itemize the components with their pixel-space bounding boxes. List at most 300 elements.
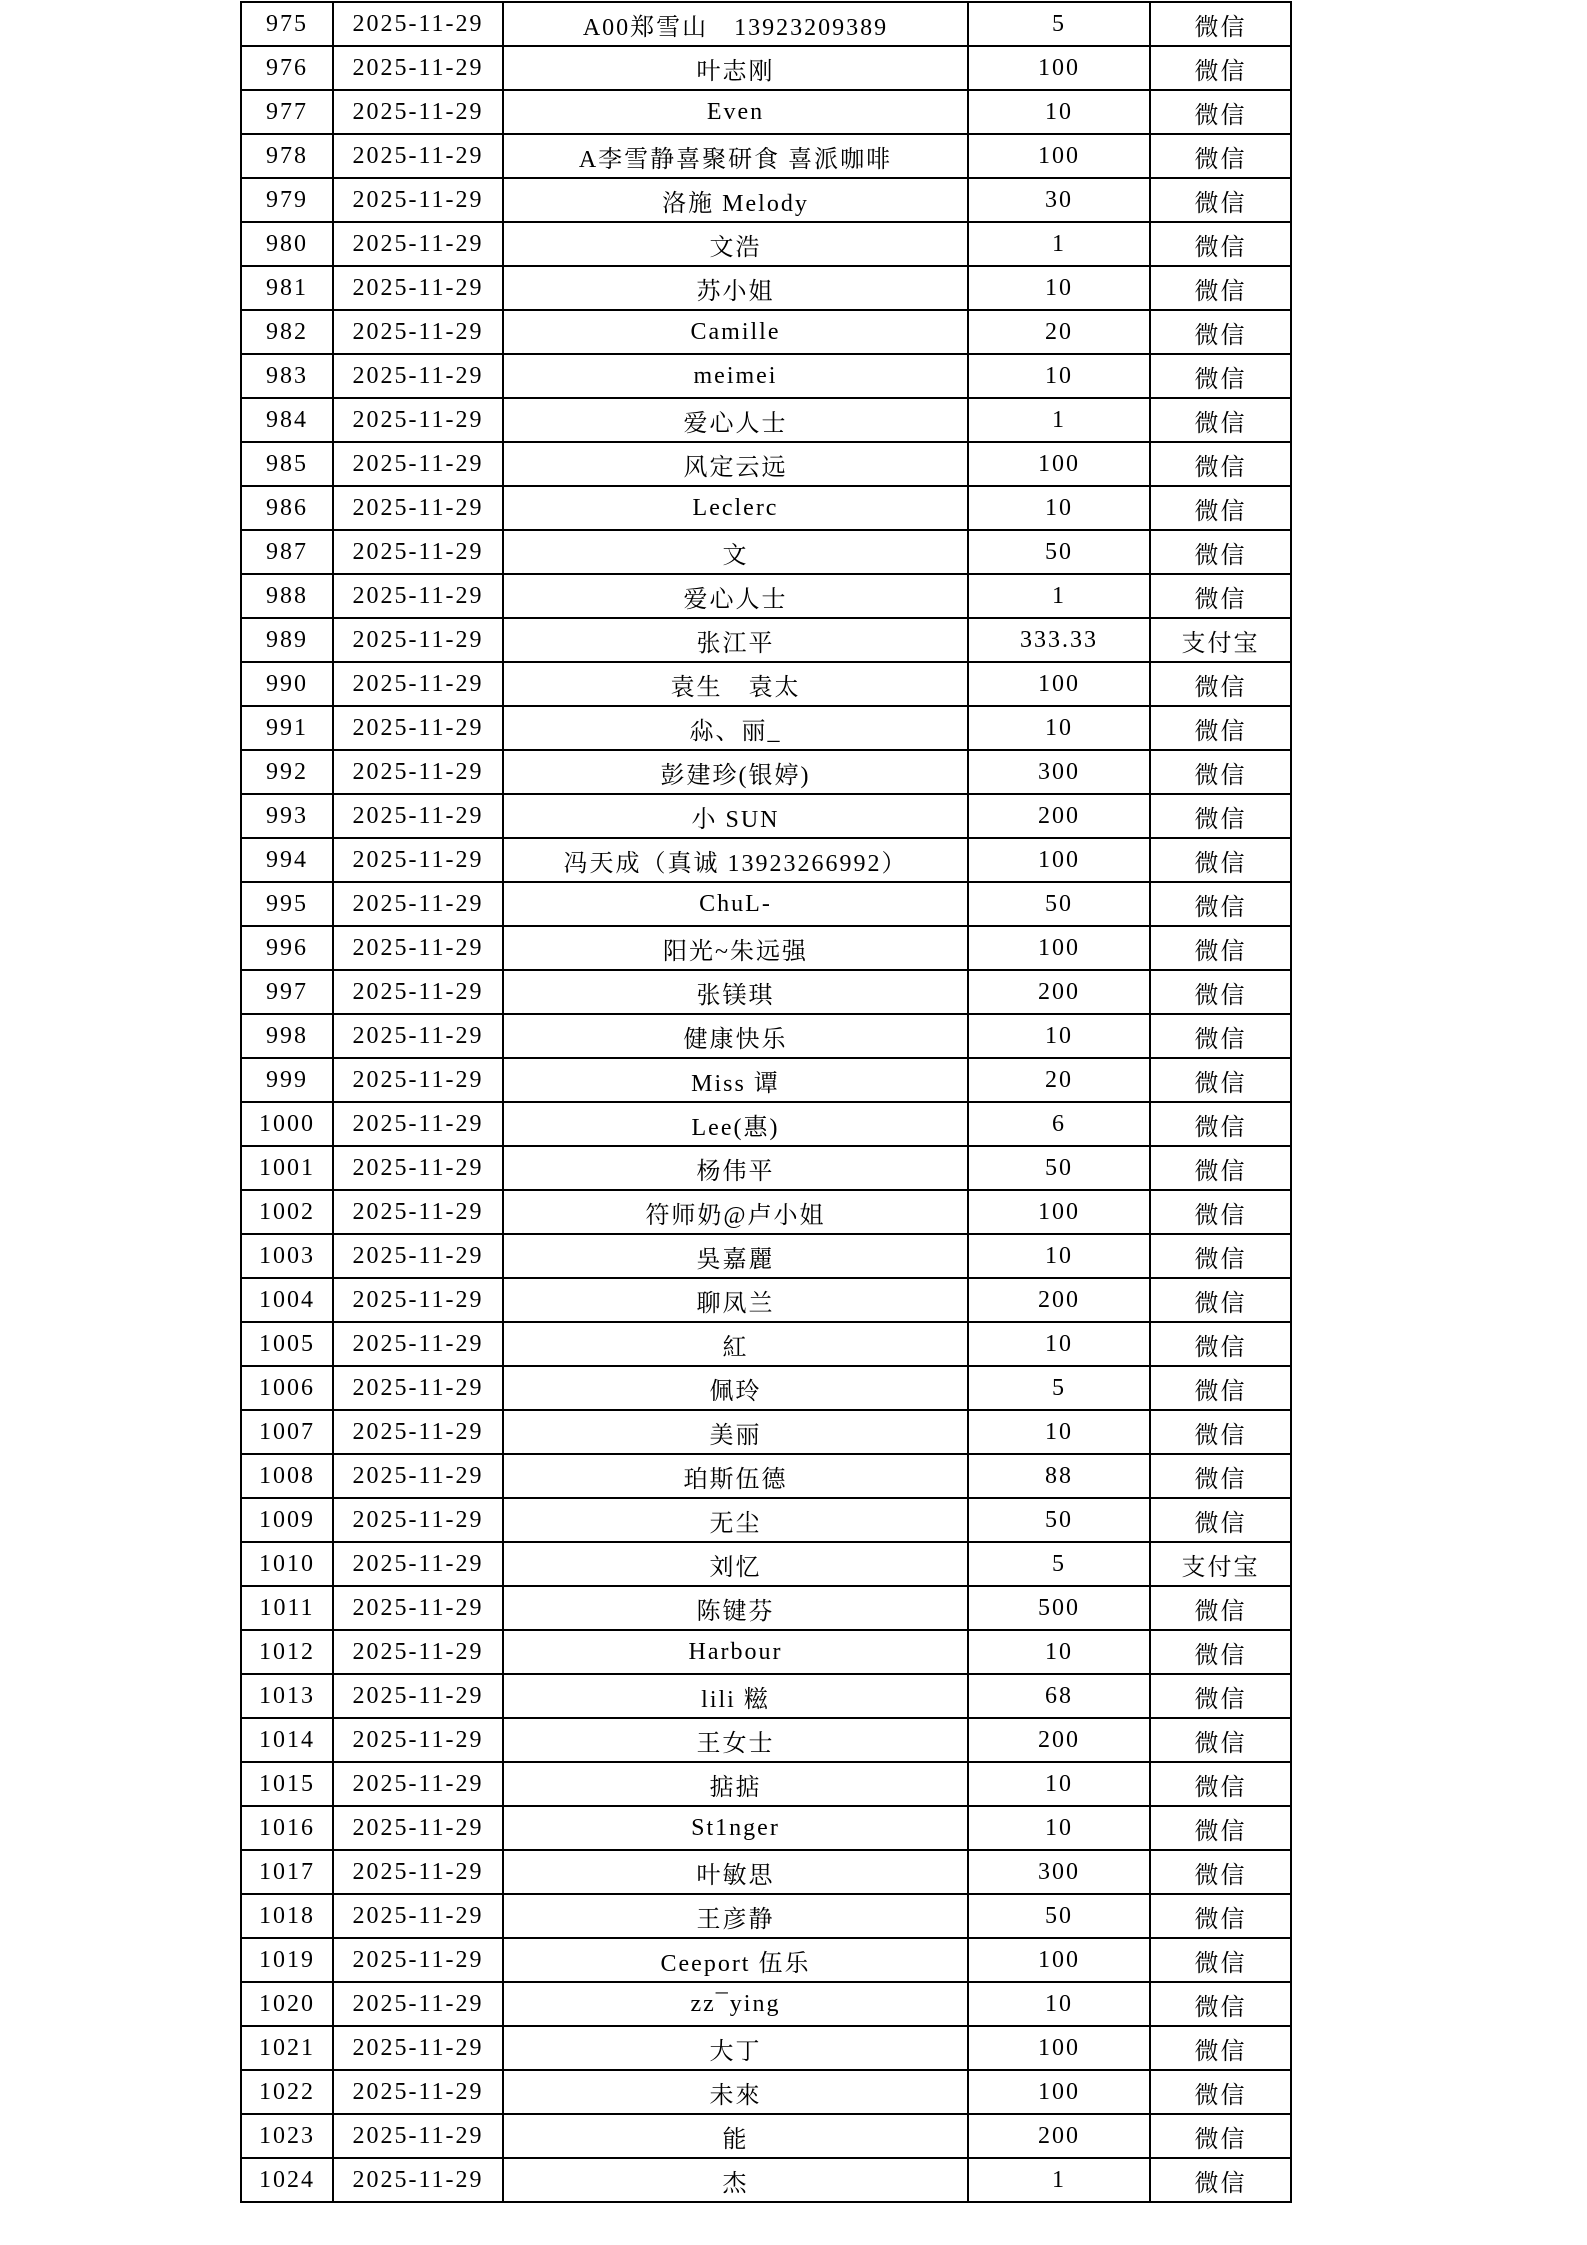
donor-name: 张镁琪 <box>503 970 968 1014</box>
donation-date: 2025-11-29 <box>333 1630 503 1674</box>
donor-name: Ceeport 伍乐 <box>503 1938 968 1982</box>
donation-date: 2025-11-29 <box>333 2070 503 2114</box>
table-row <box>241 134 1291 178</box>
donor-name: A00郑雪山 13923209389 <box>503 2 968 46</box>
table-row <box>241 1982 1291 2026</box>
payment-method: 微信 <box>1150 1190 1291 1234</box>
donation-date: 2025-11-29 <box>333 2026 503 2070</box>
table-row <box>241 1894 1291 1938</box>
table-row <box>241 354 1291 398</box>
donation-amount: 10 <box>968 1234 1150 1278</box>
payment-method: 微信 <box>1150 1454 1291 1498</box>
table-row <box>241 750 1291 794</box>
donation-date: 2025-11-29 <box>333 1058 503 1102</box>
donation-amount: 5 <box>968 2 1150 46</box>
payment-method: 微信 <box>1150 1102 1291 1146</box>
donation-date: 2025-11-29 <box>333 530 503 574</box>
row-number: 975 <box>241 2 333 46</box>
row-number: 1018 <box>241 1894 333 1938</box>
table-row <box>241 1542 1291 1586</box>
row-number: 1008 <box>241 1454 333 1498</box>
donation-amount: 1 <box>968 2158 1150 2202</box>
donor-name: 能 <box>503 2114 968 2158</box>
donation-amount: 50 <box>968 882 1150 926</box>
donation-amount: 10 <box>968 486 1150 530</box>
donation-date: 2025-11-29 <box>333 794 503 838</box>
table-row <box>241 706 1291 750</box>
donor-name: 未來 <box>503 2070 968 2114</box>
donation-date: 2025-11-29 <box>333 1718 503 1762</box>
donor-name: 阳光~朱远强 <box>503 926 968 970</box>
donor-name: Lee(惠) <box>503 1102 968 1146</box>
donation-date: 2025-11-29 <box>333 1542 503 1586</box>
row-number: 1004 <box>241 1278 333 1322</box>
row-number: 978 <box>241 134 333 178</box>
donation-date: 2025-11-29 <box>333 1102 503 1146</box>
table-row <box>241 662 1291 706</box>
donation-date: 2025-11-29 <box>333 442 503 486</box>
payment-method: 微信 <box>1150 1982 1291 2026</box>
donor-name: 爱心人士 <box>503 398 968 442</box>
payment-method: 微信 <box>1150 1938 1291 1982</box>
table-row <box>241 794 1291 838</box>
donation-date: 2025-11-29 <box>333 970 503 1014</box>
table-row <box>241 1806 1291 1850</box>
table-row <box>241 1278 1291 1322</box>
row-number: 1009 <box>241 1498 333 1542</box>
payment-method: 微信 <box>1150 134 1291 178</box>
payment-method: 微信 <box>1150 2158 1291 2202</box>
donor-name: Harbour <box>503 1630 968 1674</box>
donation-date: 2025-11-29 <box>333 2 503 46</box>
donation-date: 2025-11-29 <box>333 134 503 178</box>
donor-name: 文 <box>503 530 968 574</box>
donation-amount: 88 <box>968 1454 1150 1498</box>
donor-name: 美丽 <box>503 1410 968 1454</box>
donation-amount: 100 <box>968 46 1150 90</box>
donor-name: 吳嘉麗 <box>503 1234 968 1278</box>
row-number: 1021 <box>241 2026 333 2070</box>
donation-amount: 100 <box>968 2070 1150 2114</box>
payment-method: 微信 <box>1150 2070 1291 2114</box>
donation-amount: 68 <box>968 1674 1150 1718</box>
row-number: 1005 <box>241 1322 333 1366</box>
table-row <box>241 90 1291 134</box>
donor-name: 大丁 <box>503 2026 968 2070</box>
donor-name: 聊凤兰 <box>503 1278 968 1322</box>
donor-name: 苏小姐 <box>503 266 968 310</box>
payment-method: 微信 <box>1150 1014 1291 1058</box>
donation-table <box>240 1 1292 2203</box>
table-row <box>241 398 1291 442</box>
donation-date: 2025-11-29 <box>333 1146 503 1190</box>
payment-method: 微信 <box>1150 1366 1291 1410</box>
donation-amount: 6 <box>968 1102 1150 1146</box>
donor-name: ChuL- <box>503 882 968 926</box>
donation-amount: 100 <box>968 2026 1150 2070</box>
donation-date: 2025-11-29 <box>333 1278 503 1322</box>
payment-method: 微信 <box>1150 662 1291 706</box>
row-number: 1001 <box>241 1146 333 1190</box>
table-row <box>241 1630 1291 1674</box>
donation-amount: 100 <box>968 1938 1150 1982</box>
payment-method: 微信 <box>1150 530 1291 574</box>
payment-method: 支付宝 <box>1150 1542 1291 1586</box>
table-row <box>241 2070 1291 2114</box>
donation-amount: 100 <box>968 926 1150 970</box>
donation-date: 2025-11-29 <box>333 46 503 90</box>
row-number: 1003 <box>241 1234 333 1278</box>
donation-amount: 100 <box>968 838 1150 882</box>
table-row <box>241 1718 1291 1762</box>
payment-method: 微信 <box>1150 266 1291 310</box>
donation-date: 2025-11-29 <box>333 1498 503 1542</box>
donation-amount: 100 <box>968 1190 1150 1234</box>
payment-method: 微信 <box>1150 46 1291 90</box>
payment-method: 微信 <box>1150 2114 1291 2158</box>
donation-amount: 333.33 <box>968 618 1150 662</box>
row-number: 989 <box>241 618 333 662</box>
table-row <box>241 530 1291 574</box>
donation-date: 2025-11-29 <box>333 1014 503 1058</box>
row-number: 976 <box>241 46 333 90</box>
donor-name: 尛、丽_ <box>503 706 968 750</box>
row-number: 986 <box>241 486 333 530</box>
donor-name: 冯天成（真诚 13923266992） <box>503 838 968 882</box>
row-number: 980 <box>241 222 333 266</box>
donation-amount: 1 <box>968 222 1150 266</box>
donor-name: 无尘 <box>503 1498 968 1542</box>
donor-name: 爱心人士 <box>503 574 968 618</box>
payment-method: 微信 <box>1150 222 1291 266</box>
donation-date: 2025-11-29 <box>333 1806 503 1850</box>
row-number: 981 <box>241 266 333 310</box>
donor-name: 健康快乐 <box>503 1014 968 1058</box>
row-number: 984 <box>241 398 333 442</box>
donor-name: 佩玲 <box>503 1366 968 1410</box>
table-row <box>241 1762 1291 1806</box>
donor-name: zz¯ying <box>503 1982 968 2026</box>
donation-amount: 1 <box>968 574 1150 618</box>
donation-date: 2025-11-29 <box>333 1850 503 1894</box>
row-number: 1013 <box>241 1674 333 1718</box>
donor-name: 洛施 Melody <box>503 178 968 222</box>
donor-name: 刘忆 <box>503 1542 968 1586</box>
donation-amount: 5 <box>968 1542 1150 1586</box>
row-number: 1024 <box>241 2158 333 2202</box>
row-number: 998 <box>241 1014 333 1058</box>
donation-date: 2025-11-29 <box>333 838 503 882</box>
table-row <box>241 1322 1291 1366</box>
row-number: 1017 <box>241 1850 333 1894</box>
row-number: 985 <box>241 442 333 486</box>
payment-method: 微信 <box>1150 1498 1291 1542</box>
payment-method: 微信 <box>1150 1586 1291 1630</box>
donation-amount: 200 <box>968 2114 1150 2158</box>
payment-method: 微信 <box>1150 354 1291 398</box>
payment-method: 微信 <box>1150 706 1291 750</box>
row-number: 1019 <box>241 1938 333 1982</box>
donation-amount: 10 <box>968 1806 1150 1850</box>
payment-method: 微信 <box>1150 882 1291 926</box>
row-number: 983 <box>241 354 333 398</box>
donation-amount: 5 <box>968 1366 1150 1410</box>
table-row <box>241 1014 1291 1058</box>
payment-method: 微信 <box>1150 1630 1291 1674</box>
donation-date: 2025-11-29 <box>333 1410 503 1454</box>
row-number: 1022 <box>241 2070 333 2114</box>
donation-date: 2025-11-29 <box>333 882 503 926</box>
payment-method: 微信 <box>1150 2 1291 46</box>
table-row <box>241 2114 1291 2158</box>
table-row <box>241 838 1291 882</box>
donor-name: 小 SUN <box>503 794 968 838</box>
payment-method: 微信 <box>1150 2026 1291 2070</box>
table-row <box>241 926 1291 970</box>
row-number: 988 <box>241 574 333 618</box>
donor-name: St1nger <box>503 1806 968 1850</box>
donation-amount: 10 <box>968 1762 1150 1806</box>
row-number: 1011 <box>241 1586 333 1630</box>
donation-amount: 1 <box>968 398 1150 442</box>
payment-method: 微信 <box>1150 90 1291 134</box>
donation-amount: 20 <box>968 1058 1150 1102</box>
donation-amount: 50 <box>968 1894 1150 1938</box>
donation-amount: 10 <box>968 1014 1150 1058</box>
table-row <box>241 1938 1291 1982</box>
donor-name: 王彦静 <box>503 1894 968 1938</box>
payment-method: 微信 <box>1150 398 1291 442</box>
table-row <box>241 618 1291 662</box>
donation-amount: 50 <box>968 1498 1150 1542</box>
donation-amount: 10 <box>968 266 1150 310</box>
donation-date: 2025-11-29 <box>333 2158 503 2202</box>
table-row <box>241 266 1291 310</box>
payment-method: 微信 <box>1150 750 1291 794</box>
payment-method: 微信 <box>1150 1322 1291 1366</box>
payment-method: 微信 <box>1150 1058 1291 1102</box>
donor-name: 彭建珍(银婷) <box>503 750 968 794</box>
donor-name: lili 糍 <box>503 1674 968 1718</box>
donation-date: 2025-11-29 <box>333 486 503 530</box>
payment-method: 微信 <box>1150 1850 1291 1894</box>
donation-date: 2025-11-29 <box>333 574 503 618</box>
donation-amount: 200 <box>968 970 1150 1014</box>
donation-amount: 10 <box>968 1322 1150 1366</box>
row-number: 1014 <box>241 1718 333 1762</box>
donor-name: 掂掂 <box>503 1762 968 1806</box>
donation-date: 2025-11-29 <box>333 926 503 970</box>
donation-date: 2025-11-29 <box>333 1190 503 1234</box>
donation-date: 2025-11-29 <box>333 266 503 310</box>
donor-name: Camille <box>503 310 968 354</box>
donor-name: 杰 <box>503 2158 968 2202</box>
row-number: 995 <box>241 882 333 926</box>
row-number: 996 <box>241 926 333 970</box>
row-number: 999 <box>241 1058 333 1102</box>
table-row <box>241 2026 1291 2070</box>
donation-amount: 50 <box>968 1146 1150 1190</box>
table-row <box>241 222 1291 266</box>
row-number: 992 <box>241 750 333 794</box>
donation-amount: 200 <box>968 1278 1150 1322</box>
table-row <box>241 1498 1291 1542</box>
donation-date: 2025-11-29 <box>333 662 503 706</box>
donation-date: 2025-11-29 <box>333 618 503 662</box>
table-row <box>241 310 1291 354</box>
donation-amount: 200 <box>968 794 1150 838</box>
row-number: 993 <box>241 794 333 838</box>
donation-amount: 100 <box>968 442 1150 486</box>
donation-amount: 300 <box>968 750 1150 794</box>
donor-name: 珀斯伍德 <box>503 1454 968 1498</box>
donor-name: A李雪静喜聚研食 喜派咖啡 <box>503 134 968 178</box>
row-number: 994 <box>241 838 333 882</box>
donor-name: 袁生 袁太 <box>503 662 968 706</box>
donation-amount: 10 <box>968 1982 1150 2026</box>
table-row <box>241 1674 1291 1718</box>
donation-amount: 50 <box>968 530 1150 574</box>
donor-name: Miss 谭 <box>503 1058 968 1102</box>
payment-method: 微信 <box>1150 970 1291 1014</box>
donation-date: 2025-11-29 <box>333 310 503 354</box>
donation-date: 2025-11-29 <box>333 1938 503 1982</box>
donation-date: 2025-11-29 <box>333 222 503 266</box>
table-row <box>241 1146 1291 1190</box>
donor-name: 符师奶@卢小姐 <box>503 1190 968 1234</box>
payment-method: 微信 <box>1150 1894 1291 1938</box>
payment-method: 微信 <box>1150 926 1291 970</box>
table-row <box>241 1234 1291 1278</box>
donation-amount: 100 <box>968 134 1150 178</box>
donation-date: 2025-11-29 <box>333 1762 503 1806</box>
row-number: 997 <box>241 970 333 1014</box>
table-row <box>241 1190 1291 1234</box>
payment-method: 微信 <box>1150 310 1291 354</box>
donation-date: 2025-11-29 <box>333 398 503 442</box>
payment-method: 微信 <box>1150 486 1291 530</box>
table-row <box>241 1454 1291 1498</box>
donation-date: 2025-11-29 <box>333 1894 503 1938</box>
donor-name: 叶敏思 <box>503 1850 968 1894</box>
donation-date: 2025-11-29 <box>333 178 503 222</box>
row-number: 979 <box>241 178 333 222</box>
row-number: 987 <box>241 530 333 574</box>
donation-amount: 10 <box>968 1410 1150 1454</box>
donation-table-body <box>241 2 1291 2202</box>
donation-amount: 200 <box>968 1718 1150 1762</box>
donation-date: 2025-11-29 <box>333 2114 503 2158</box>
row-number: 1016 <box>241 1806 333 1850</box>
donation-amount: 10 <box>968 1630 1150 1674</box>
donor-name: 文浩 <box>503 222 968 266</box>
donation-date: 2025-11-29 <box>333 1982 503 2026</box>
table-row <box>241 970 1291 1014</box>
row-number: 991 <box>241 706 333 750</box>
row-number: 1020 <box>241 1982 333 2026</box>
donation-date: 2025-11-29 <box>333 90 503 134</box>
row-number: 977 <box>241 90 333 134</box>
table-row <box>241 46 1291 90</box>
payment-method: 微信 <box>1150 1718 1291 1762</box>
table-row <box>241 486 1291 530</box>
donor-name: meimei <box>503 354 968 398</box>
table-row <box>241 442 1291 486</box>
row-number: 1006 <box>241 1366 333 1410</box>
donation-date: 2025-11-29 <box>333 1454 503 1498</box>
payment-method: 微信 <box>1150 442 1291 486</box>
row-number: 1002 <box>241 1190 333 1234</box>
payment-method: 微信 <box>1150 1410 1291 1454</box>
payment-method: 微信 <box>1150 1146 1291 1190</box>
table-row <box>241 2 1291 46</box>
row-number: 1010 <box>241 1542 333 1586</box>
donation-date: 2025-11-29 <box>333 1234 503 1278</box>
donation-amount: 10 <box>968 90 1150 134</box>
donation-date: 2025-11-29 <box>333 1586 503 1630</box>
payment-method: 微信 <box>1150 1762 1291 1806</box>
table-row <box>241 1850 1291 1894</box>
row-number: 1000 <box>241 1102 333 1146</box>
payment-method: 支付宝 <box>1150 618 1291 662</box>
donation-amount: 500 <box>968 1586 1150 1630</box>
donor-name: 陈键芬 <box>503 1586 968 1630</box>
donor-name: 张江平 <box>503 618 968 662</box>
row-number: 1007 <box>241 1410 333 1454</box>
payment-method: 微信 <box>1150 574 1291 618</box>
payment-method: 微信 <box>1150 838 1291 882</box>
donation-date: 2025-11-29 <box>333 750 503 794</box>
row-number: 1015 <box>241 1762 333 1806</box>
payment-method: 微信 <box>1150 1234 1291 1278</box>
donor-name: 杨伟平 <box>503 1146 968 1190</box>
donor-name: Leclerc <box>503 486 968 530</box>
donor-name: 叶志刚 <box>503 46 968 90</box>
donation-amount: 10 <box>968 354 1150 398</box>
donation-date: 2025-11-29 <box>333 1674 503 1718</box>
donation-date: 2025-11-29 <box>333 354 503 398</box>
table-row <box>241 1586 1291 1630</box>
table-row <box>241 1410 1291 1454</box>
table-row <box>241 574 1291 618</box>
table-row <box>241 882 1291 926</box>
donor-name: 王女士 <box>503 1718 968 1762</box>
payment-method: 微信 <box>1150 1806 1291 1850</box>
table-row <box>241 178 1291 222</box>
table-row <box>241 1102 1291 1146</box>
donation-amount: 300 <box>968 1850 1150 1894</box>
donation-date: 2025-11-29 <box>333 1322 503 1366</box>
donation-amount: 30 <box>968 178 1150 222</box>
row-number: 982 <box>241 310 333 354</box>
row-number: 1023 <box>241 2114 333 2158</box>
payment-method: 微信 <box>1150 178 1291 222</box>
table-row <box>241 1366 1291 1410</box>
donation-amount: 10 <box>968 706 1150 750</box>
donor-name: 风定云远 <box>503 442 968 486</box>
payment-method: 微信 <box>1150 794 1291 838</box>
table-row <box>241 2158 1291 2202</box>
donation-amount: 20 <box>968 310 1150 354</box>
table-row <box>241 1058 1291 1102</box>
donor-name: 紅 <box>503 1322 968 1366</box>
donation-date: 2025-11-29 <box>333 1366 503 1410</box>
row-number: 990 <box>241 662 333 706</box>
payment-method: 微信 <box>1150 1674 1291 1718</box>
donation-date: 2025-11-29 <box>333 706 503 750</box>
row-number: 1012 <box>241 1630 333 1674</box>
donation-amount: 100 <box>968 662 1150 706</box>
